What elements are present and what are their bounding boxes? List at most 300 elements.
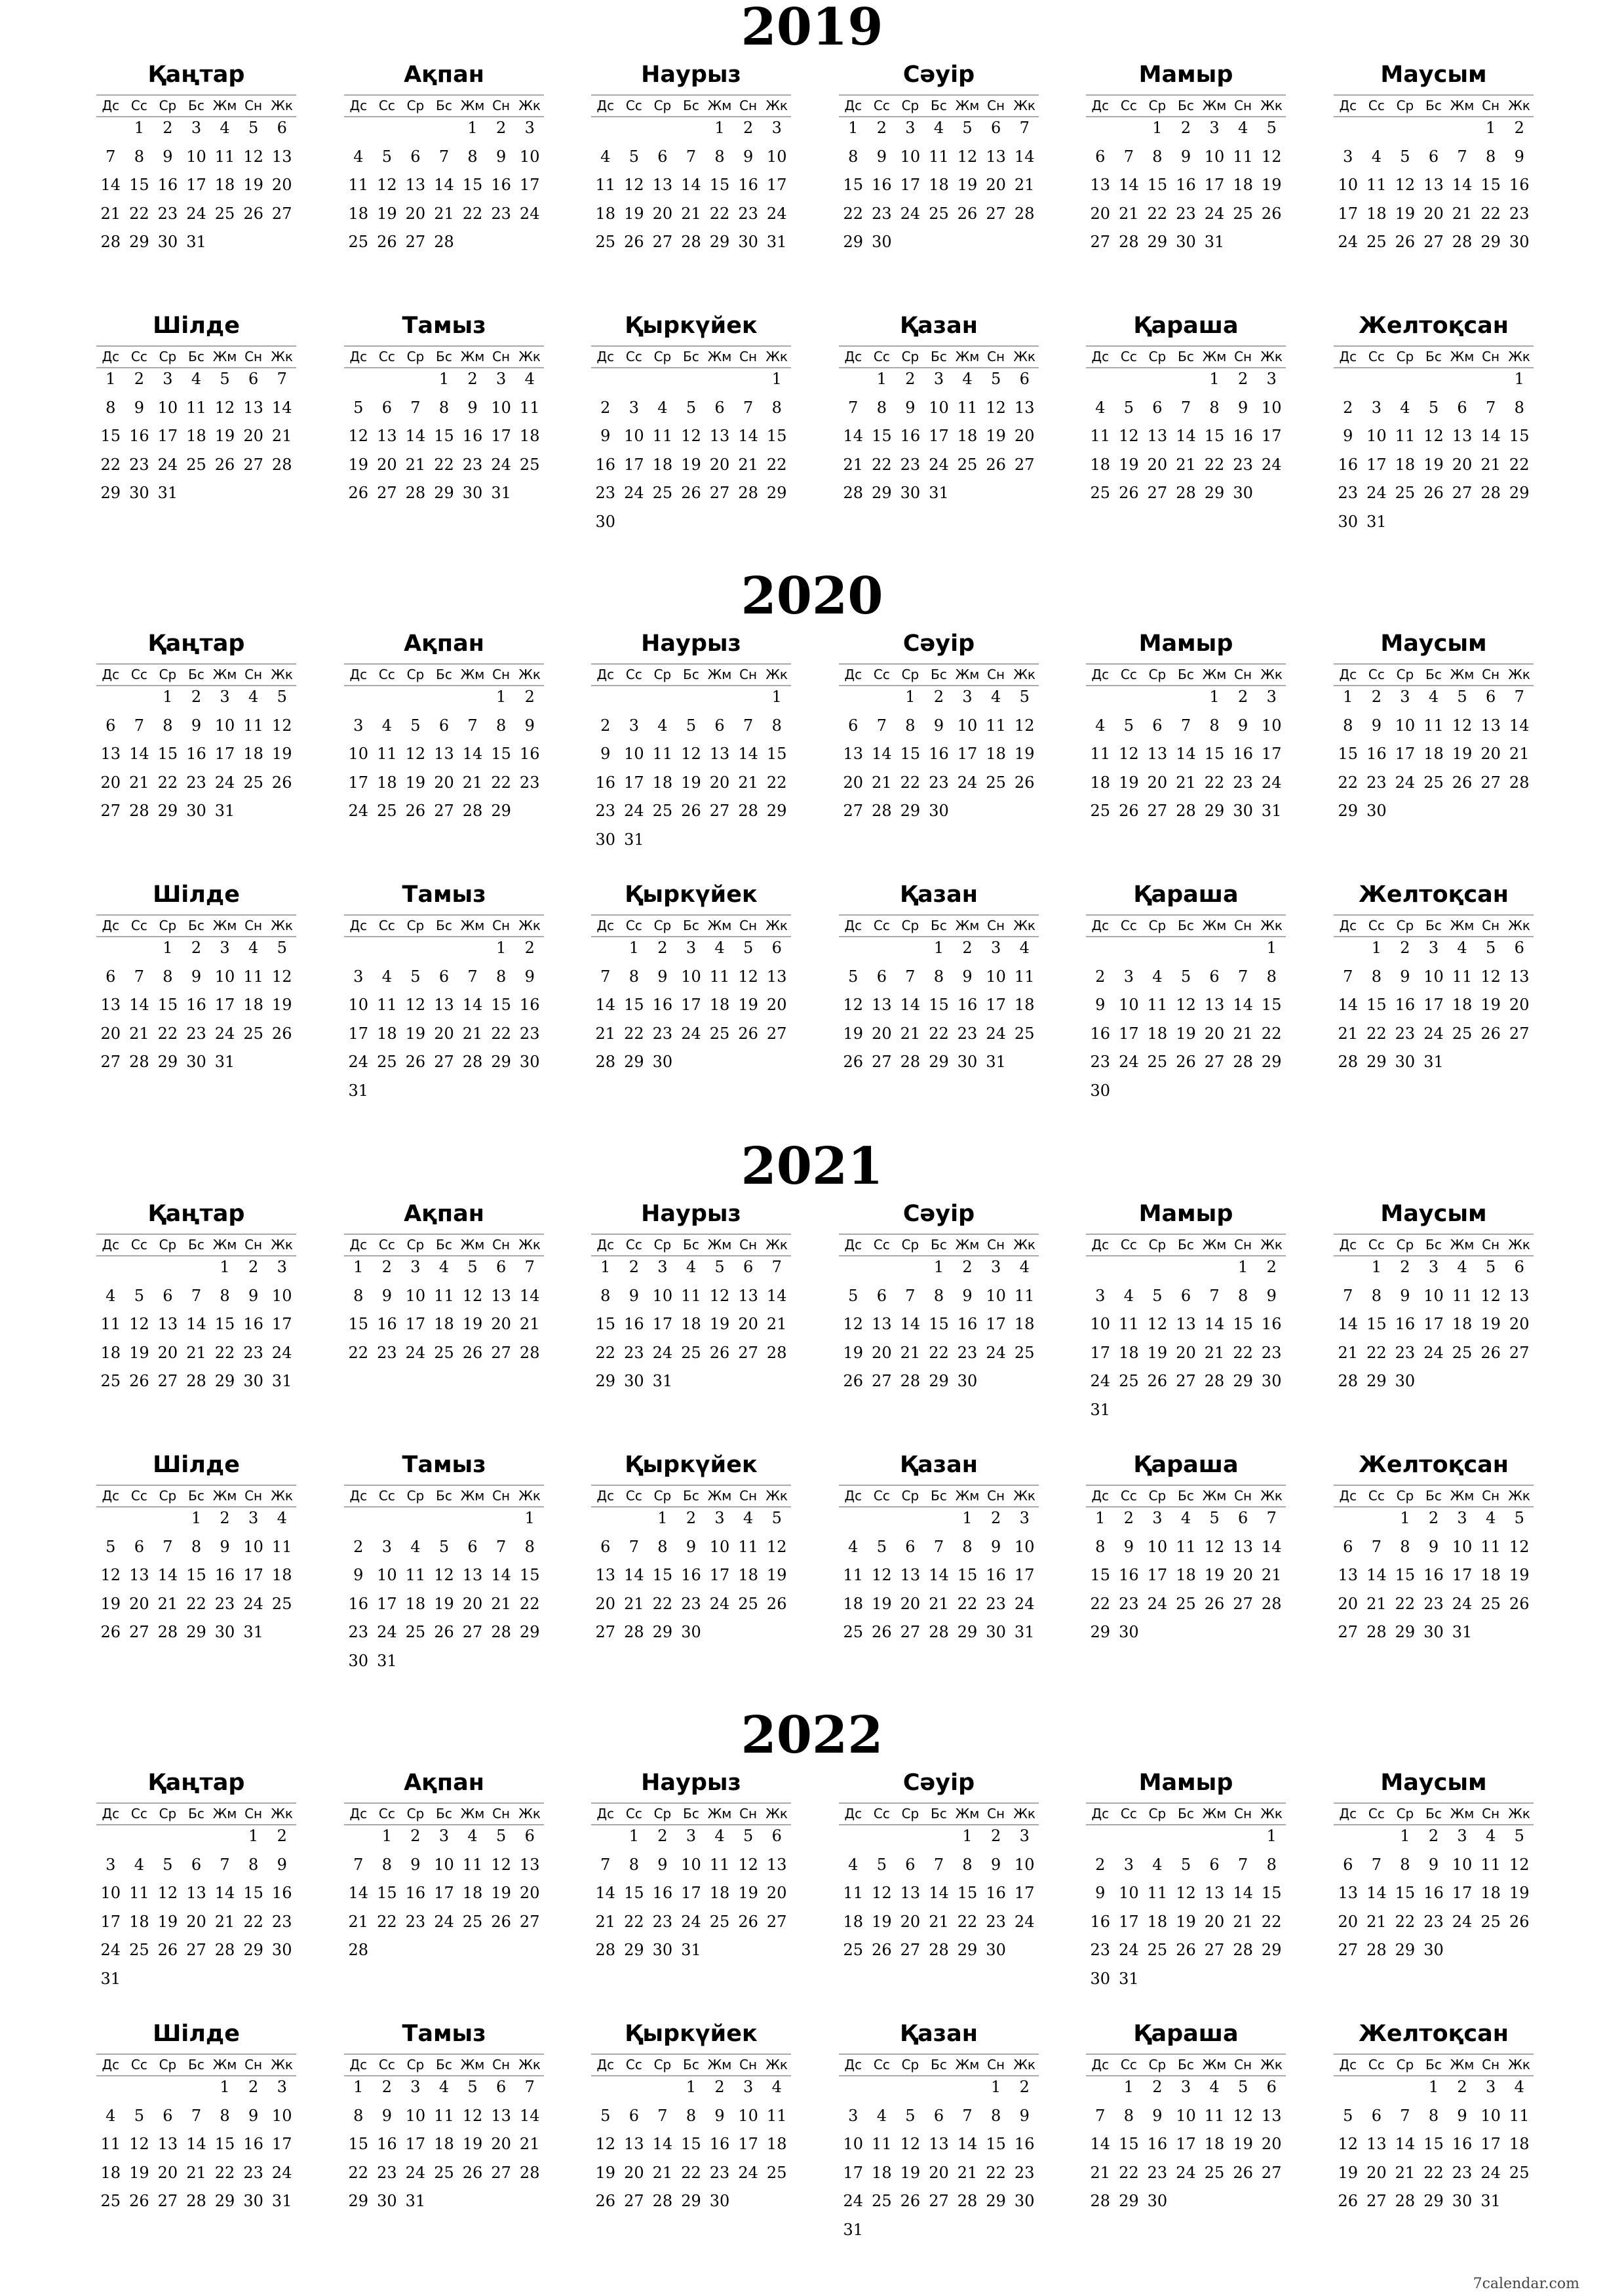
- day-cell: 12: [1452, 716, 1473, 735]
- weekday-header: Бс: [188, 1237, 204, 1253]
- day-cell: 16: [900, 427, 921, 446]
- weekday-header: Жм: [460, 918, 485, 933]
- weekday-header: Ср: [653, 98, 672, 113]
- day-cell: 26: [957, 204, 978, 223]
- day-cell: 9: [962, 1286, 973, 1305]
- day-cell: 27: [709, 802, 730, 821]
- day-cell: 11: [872, 2135, 892, 2154]
- weekday-header: Сн: [987, 349, 1005, 364]
- day-cell: 2: [876, 119, 887, 137]
- day-cell: 5: [714, 1258, 725, 1276]
- day-cell: 14: [186, 1315, 206, 1334]
- weekday-header: Жк: [1013, 349, 1036, 364]
- day-cell: 17: [519, 176, 540, 195]
- day-cell: 23: [1014, 2163, 1035, 2182]
- day-cell: 30: [1147, 2192, 1168, 2211]
- day-cell: 30: [1423, 1623, 1444, 1642]
- day-cell: 24: [186, 204, 206, 223]
- day-cell: 12: [843, 996, 864, 1015]
- day-cell: 31: [377, 1652, 397, 1670]
- day-cell: 15: [1395, 1566, 1416, 1585]
- day-cell: 22: [1395, 1594, 1416, 1613]
- weekday-header: Жм: [955, 98, 980, 113]
- day-cell: 5: [1343, 2106, 1353, 2125]
- day-cell: 5: [990, 370, 1001, 388]
- day-cell: 16: [1119, 1566, 1139, 1585]
- weekday-header: Ср: [1396, 667, 1414, 682]
- day-cell: 8: [353, 2106, 364, 2125]
- month-name: Мамыр: [1138, 62, 1233, 88]
- day-cell: 24: [986, 1024, 1006, 1043]
- day-cell: 4: [714, 1827, 725, 1845]
- day-cell: 29: [872, 484, 892, 503]
- day-cell: 22: [1204, 455, 1225, 474]
- day-cell: 10: [100, 1884, 121, 1903]
- day-cell: 20: [491, 1315, 511, 1334]
- day-cell: 7: [1209, 1286, 1220, 1305]
- day-cell: 16: [405, 1884, 426, 1903]
- day-cell: 13: [1452, 427, 1473, 446]
- weekday-header: Ср: [1148, 918, 1167, 933]
- month-name: Ақпан: [404, 1201, 484, 1227]
- year-title: 2020: [741, 566, 883, 626]
- weekday-header: Сс: [130, 1488, 147, 1504]
- day-cell: 29: [1147, 233, 1168, 252]
- day-cell: 14: [929, 1566, 949, 1585]
- day-cell: 17: [434, 1884, 454, 1903]
- month-name: Наурыз: [641, 62, 741, 88]
- day-cell: 1: [657, 1509, 668, 1527]
- weekday-header: Сн: [739, 98, 758, 113]
- day-cell: 26: [491, 1912, 511, 1931]
- day-cell: 7: [600, 1855, 611, 1874]
- weekday-header: Ср: [653, 1237, 672, 1253]
- day-cell: 21: [738, 773, 758, 792]
- day-cell: 14: [1204, 1315, 1225, 1334]
- weekday-header: Сс: [130, 349, 147, 364]
- day-cell: 19: [129, 1343, 149, 1362]
- day-cell: 18: [957, 427, 978, 446]
- day-cell: 21: [1452, 204, 1473, 223]
- weekday-header-row: [344, 94, 544, 117]
- day-cell: 27: [1147, 802, 1168, 821]
- day-cell: 8: [1152, 147, 1163, 166]
- day-cell: 29: [1204, 484, 1225, 503]
- day-cell: 22: [957, 1912, 978, 1931]
- day-cell: 26: [348, 484, 369, 503]
- weekday-header-row: [1334, 2053, 1534, 2076]
- day-cell: 5: [848, 1286, 859, 1305]
- day-cell: 9: [1266, 1286, 1277, 1305]
- day-cell: 6: [848, 716, 859, 735]
- day-cell: 9: [714, 2106, 725, 2125]
- day-cell: 15: [1366, 996, 1387, 1015]
- day-cell: 13: [872, 1315, 892, 1334]
- day-cell: 16: [1261, 1315, 1282, 1334]
- day-cell: 27: [595, 1623, 616, 1642]
- day-cell: 1: [353, 1258, 364, 1276]
- day-cell: 19: [957, 176, 978, 195]
- weekday-header-row: [344, 914, 544, 937]
- day-cell: 24: [348, 802, 369, 821]
- day-cell: 30: [377, 2192, 397, 2211]
- day-cell: 5: [1237, 2078, 1248, 2096]
- day-cell: 28: [1233, 1053, 1253, 1072]
- day-cell: 20: [243, 427, 263, 446]
- day-cell: 6: [1485, 688, 1496, 706]
- weekday-header-row: [1086, 1802, 1286, 1825]
- day-cell: 16: [271, 1884, 292, 1903]
- day-cell: 27: [709, 484, 730, 503]
- day-cell: 2: [353, 1537, 364, 1556]
- day-cell: 31: [766, 233, 787, 252]
- weekday-header: Сс: [1120, 1806, 1137, 1821]
- day-cell: 1: [771, 688, 782, 706]
- day-cell: 8: [771, 398, 782, 417]
- weekday-header: Сс: [378, 98, 395, 113]
- weekday-header-row: [1334, 345, 1534, 368]
- day-cell: 24: [652, 1343, 673, 1362]
- day-cell: 8: [1428, 2106, 1439, 2125]
- day-cell: 3: [1428, 939, 1439, 957]
- day-cell: 26: [271, 773, 292, 792]
- day-cell: 15: [348, 1315, 369, 1334]
- day-cell: 10: [348, 996, 369, 1015]
- day-cell: 7: [1485, 398, 1496, 417]
- day-cell: 29: [1366, 1372, 1387, 1391]
- day-cell: 20: [872, 1024, 892, 1043]
- weekday-header: Жм: [1202, 2057, 1227, 2072]
- weekday-header: Дс: [596, 1806, 615, 1821]
- weekday-header: Дс: [1091, 1488, 1110, 1504]
- day-cell: 20: [1090, 204, 1111, 223]
- day-cell: 8: [163, 967, 173, 986]
- weekday-header: Сн: [739, 667, 758, 682]
- day-cell: 1: [962, 1509, 973, 1527]
- weekday-header: Жм: [707, 2057, 732, 2072]
- day-cell: 19: [348, 455, 369, 474]
- day-cell: 21: [843, 455, 864, 474]
- day-cell: 27: [624, 2192, 644, 2211]
- weekday-header: Сн: [244, 1237, 263, 1253]
- day-cell: 5: [771, 1509, 782, 1527]
- day-cell: 21: [491, 1594, 511, 1613]
- day-cell: 29: [1119, 2192, 1139, 2211]
- day-cell: 30: [681, 1623, 701, 1642]
- day-cell: 17: [1395, 745, 1416, 764]
- weekday-header: Дс: [102, 918, 120, 933]
- day-cell: 20: [1509, 996, 1530, 1015]
- weekday-header: Ср: [1396, 2057, 1414, 2072]
- day-cell: 5: [1400, 147, 1410, 166]
- day-cell: 16: [929, 745, 949, 764]
- day-cell: 1: [848, 119, 859, 137]
- day-cell: 19: [1395, 204, 1416, 223]
- day-cell: 5: [1209, 1509, 1220, 1527]
- day-cell: 23: [709, 2163, 730, 2182]
- day-cell: 8: [628, 1855, 639, 1874]
- day-cell: 21: [434, 204, 454, 223]
- day-cell: 22: [652, 1594, 673, 1613]
- day-cell: 29: [1366, 1053, 1387, 1072]
- day-cell: 28: [186, 1372, 206, 1391]
- day-cell: 26: [462, 1343, 483, 1362]
- day-cell: 19: [1176, 1912, 1196, 1931]
- day-cell: 27: [1480, 773, 1501, 792]
- weekday-header: Дс: [102, 1488, 120, 1504]
- day-cell: 16: [652, 996, 673, 1015]
- day-cell: 30: [1338, 513, 1359, 531]
- day-cell: 21: [1338, 1343, 1359, 1362]
- weekday-header: Жм: [1450, 98, 1475, 113]
- day-cell: 23: [957, 1024, 978, 1043]
- day-cell: 31: [624, 830, 644, 849]
- day-cell: 8: [905, 716, 916, 735]
- day-cell: 26: [986, 455, 1006, 474]
- day-cell: 6: [1019, 370, 1030, 388]
- day-cell: 30: [738, 233, 758, 252]
- day-cell: 25: [519, 455, 540, 474]
- weekday-header: Ср: [159, 1806, 177, 1821]
- day-cell: 18: [1147, 1024, 1168, 1043]
- day-cell: 1: [163, 688, 173, 706]
- day-cell: 5: [1019, 688, 1030, 706]
- day-cell: 14: [1233, 996, 1253, 1015]
- day-cell: 19: [872, 1594, 892, 1613]
- day-cell: 25: [1395, 484, 1416, 503]
- weekday-header: Жм: [460, 98, 485, 113]
- day-cell: 25: [434, 1343, 454, 1362]
- weekday-header: Жк: [1013, 1488, 1036, 1504]
- day-cell: 5: [686, 398, 697, 417]
- day-cell: 17: [929, 427, 949, 446]
- day-cell: 20: [1014, 427, 1035, 446]
- day-cell: 8: [848, 147, 859, 166]
- day-cell: 20: [377, 455, 397, 474]
- month-name: Наурыз: [641, 631, 741, 657]
- day-cell: 18: [1014, 1315, 1035, 1334]
- day-cell: 22: [434, 455, 454, 474]
- day-cell: 24: [405, 1343, 426, 1362]
- day-cell: 4: [106, 1286, 116, 1305]
- weekday-header: Жк: [271, 349, 294, 364]
- day-cell: 17: [348, 1024, 369, 1043]
- day-cell: 27: [900, 1941, 921, 1960]
- day-cell: 19: [1119, 773, 1139, 792]
- day-cell: 10: [1480, 2106, 1501, 2125]
- day-cell: 18: [766, 2135, 787, 2154]
- day-cell: 4: [848, 1855, 859, 1874]
- day-cell: 25: [1147, 1053, 1168, 1072]
- day-cell: 4: [1485, 1509, 1496, 1527]
- day-cell: 6: [1371, 2106, 1382, 2125]
- day-cell: 6: [1514, 939, 1524, 957]
- day-cell: 28: [186, 2192, 206, 2211]
- day-cell: 22: [986, 2163, 1006, 2182]
- day-cell: 26: [1119, 802, 1139, 821]
- day-cell: 24: [986, 1343, 1006, 1362]
- day-cell: 7: [686, 147, 697, 166]
- weekday-header: Бс: [436, 2057, 452, 2072]
- day-cell: 15: [595, 1315, 616, 1334]
- weekday-header: Дс: [844, 1488, 862, 1504]
- day-cell: 22: [1233, 1343, 1253, 1362]
- day-cell: 11: [271, 1537, 292, 1556]
- weekday-header-row: [839, 1802, 1039, 1825]
- day-cell: 12: [271, 716, 292, 735]
- footer-site-link[interactable]: 7calendar.com: [1473, 2276, 1579, 2292]
- day-cell: 1: [134, 119, 144, 137]
- day-cell: 21: [1395, 2163, 1416, 2182]
- day-cell: 19: [377, 204, 397, 223]
- day-cell: 19: [1147, 1343, 1168, 1362]
- day-cell: 6: [657, 147, 668, 166]
- day-cell: 29: [1204, 802, 1225, 821]
- day-cell: 27: [900, 1623, 921, 1642]
- day-cell: 10: [1338, 176, 1359, 195]
- weekday-header-row: [839, 1234, 1039, 1256]
- day-cell: 17: [491, 427, 511, 446]
- day-cell: 10: [738, 2106, 758, 2125]
- weekday-header: Сн: [987, 1806, 1005, 1821]
- day-cell: 27: [1423, 233, 1444, 252]
- day-cell: 19: [1119, 455, 1139, 474]
- weekday-header: Дс: [102, 2057, 120, 2072]
- day-cell: 4: [438, 1258, 450, 1276]
- day-cell: 4: [381, 716, 392, 735]
- day-cell: 21: [872, 773, 892, 792]
- day-cell: 27: [738, 1343, 758, 1362]
- day-cell: 14: [681, 176, 701, 195]
- day-cell: 10: [157, 398, 178, 417]
- day-cell: 12: [1261, 147, 1282, 166]
- day-cell: 1: [876, 370, 887, 388]
- day-cell: 5: [495, 1827, 507, 1845]
- day-cell: 4: [743, 1509, 754, 1527]
- weekday-header: Дс: [1091, 667, 1110, 682]
- weekday-header: Дс: [102, 1237, 120, 1253]
- day-cell: 5: [1180, 1855, 1191, 1874]
- day-cell: 30: [1261, 1372, 1282, 1391]
- weekday-header: Сс: [378, 1237, 395, 1253]
- day-cell: 25: [872, 2192, 892, 2211]
- day-cell: 7: [848, 398, 859, 417]
- day-cell: 24: [1338, 233, 1359, 252]
- day-cell: 13: [100, 996, 121, 1015]
- weekday-header: Сн: [492, 1237, 511, 1253]
- day-cell: 21: [1090, 2163, 1111, 2182]
- day-cell: 18: [1119, 1343, 1139, 1362]
- day-cell: 13: [872, 996, 892, 1015]
- day-cell: 2: [220, 1509, 230, 1527]
- weekday-header: Дс: [1091, 1237, 1110, 1253]
- day-cell: 26: [872, 1623, 892, 1642]
- day-cell: 8: [495, 967, 507, 986]
- day-cell: 17: [100, 1912, 121, 1931]
- weekday-header: Бс: [683, 2057, 699, 2072]
- day-cell: 25: [271, 1594, 292, 1613]
- day-cell: 8: [438, 398, 450, 417]
- day-cell: 26: [434, 1623, 454, 1642]
- weekday-header: Ср: [159, 918, 177, 933]
- weekday-header: Жм: [460, 2057, 485, 2072]
- day-cell: 8: [1237, 1286, 1248, 1305]
- weekday-header: Жм: [1202, 1488, 1227, 1504]
- day-cell: 22: [957, 1594, 978, 1613]
- day-cell: 15: [157, 996, 178, 1015]
- weekday-header: Сс: [873, 1237, 890, 1253]
- month-name: Ақпан: [404, 62, 484, 88]
- day-cell: 1: [600, 1258, 611, 1276]
- weekday-header: Ср: [901, 1806, 919, 1821]
- weekday-header: Бс: [683, 1237, 699, 1253]
- day-cell: 26: [766, 1594, 787, 1613]
- day-cell: 25: [1090, 484, 1111, 503]
- day-cell: 26: [1261, 204, 1282, 223]
- day-cell: 31: [214, 1053, 235, 1072]
- day-cell: 26: [681, 802, 701, 821]
- day-cell: 2: [191, 939, 202, 957]
- day-cell: 21: [900, 1343, 921, 1362]
- weekday-header: Сн: [1234, 1806, 1252, 1821]
- weekday-header: Жм: [955, 667, 980, 682]
- month-name: Тамыз: [402, 882, 486, 908]
- day-cell: 2: [1400, 939, 1410, 957]
- weekday-header: Ср: [159, 667, 177, 682]
- day-cell: 9: [1428, 1855, 1439, 1874]
- weekday-header: Дс: [1339, 98, 1357, 113]
- day-cell: 13: [1204, 1884, 1225, 1903]
- day-cell: 14: [1261, 1537, 1282, 1556]
- day-cell: 23: [1090, 1053, 1111, 1072]
- day-cell: 25: [1119, 1372, 1139, 1391]
- day-cell: 31: [1480, 2192, 1501, 2211]
- weekday-header: Жм: [707, 349, 732, 364]
- day-cell: 28: [271, 455, 292, 474]
- day-cell: 25: [405, 1623, 426, 1642]
- weekday-header: Жм: [212, 1488, 237, 1504]
- day-cell: 11: [100, 2135, 121, 2154]
- day-cell: 8: [1371, 967, 1382, 986]
- day-cell: 15: [766, 745, 787, 764]
- weekday-header-row: [1086, 345, 1286, 368]
- day-cell: 16: [1233, 745, 1253, 764]
- day-cell: 4: [1095, 398, 1106, 417]
- day-cell: 6: [495, 2078, 507, 2096]
- day-cell: 2: [990, 1827, 1001, 1845]
- day-cell: 7: [134, 967, 144, 986]
- weekday-header: Бс: [436, 98, 452, 113]
- day-cell: 17: [405, 1315, 426, 1334]
- day-cell: 15: [214, 1315, 235, 1334]
- day-cell: 8: [628, 967, 639, 986]
- month-name: Ақпан: [404, 1770, 484, 1796]
- day-cell: 3: [248, 1509, 259, 1527]
- day-cell: 3: [1266, 688, 1277, 706]
- day-cell: 21: [1176, 455, 1196, 474]
- day-cell: 20: [624, 2163, 644, 2182]
- day-cell: 27: [100, 1053, 121, 1072]
- day-cell: 5: [905, 2106, 916, 2125]
- day-cell: 17: [214, 745, 235, 764]
- day-cell: 28: [1338, 1053, 1359, 1072]
- day-cell: 26: [1480, 1343, 1501, 1362]
- day-cell: 10: [186, 147, 206, 166]
- day-cell: 1: [1371, 939, 1382, 957]
- day-cell: 11: [1090, 745, 1111, 764]
- day-cell: 2: [1371, 688, 1382, 706]
- weekday-header: Сн: [739, 1488, 758, 1504]
